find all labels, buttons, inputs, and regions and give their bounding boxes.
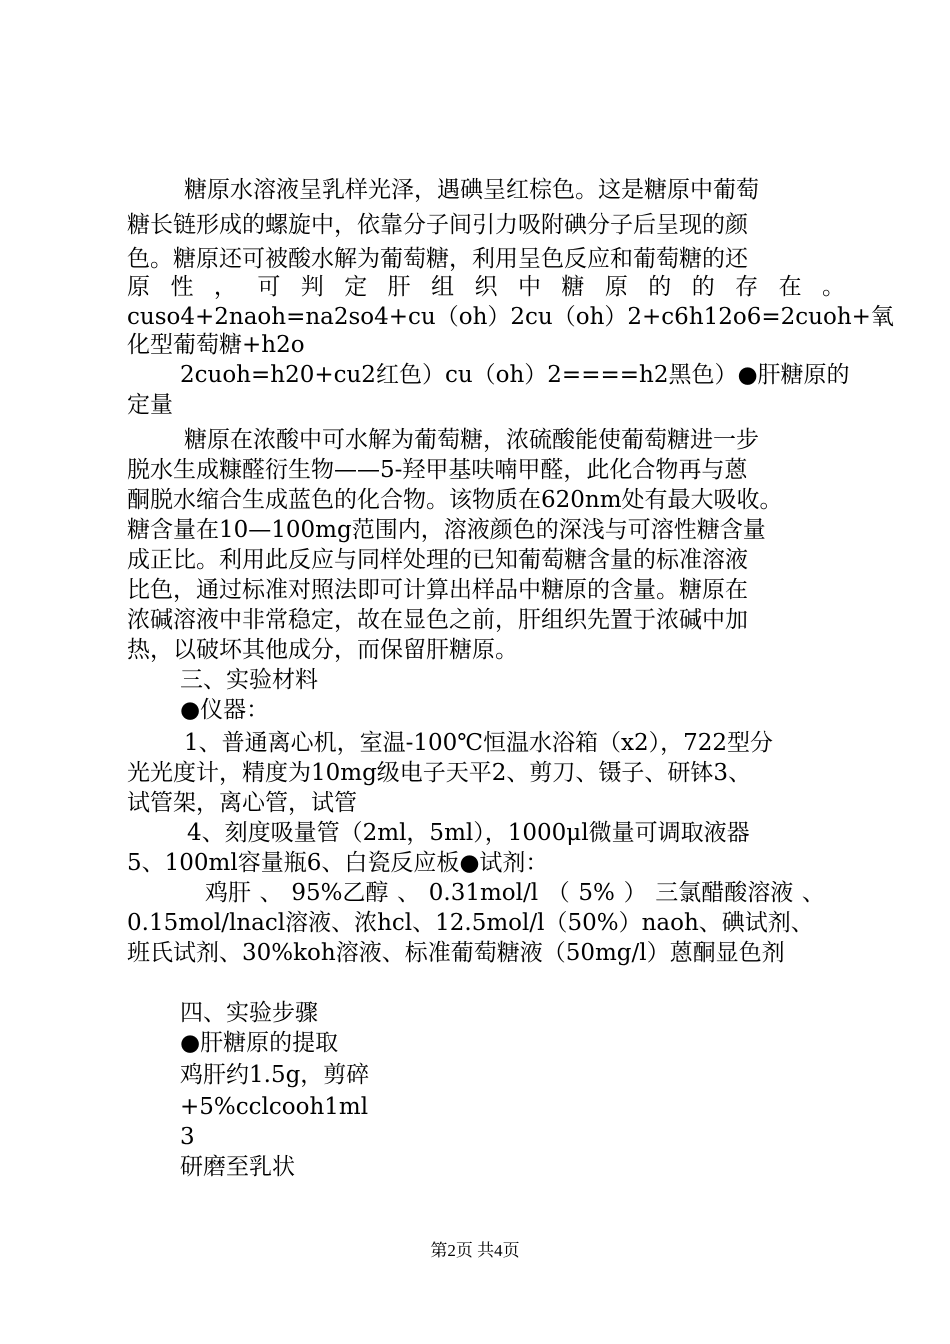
- subsection-heading: ●仪器：: [180, 697, 270, 723]
- paragraph-line: 化型葡萄糖+h2o: [127, 332, 305, 358]
- justified-text-segment: 存: [735, 274, 759, 300]
- paragraph-line: 浓碱溶液中非常稳定，故在显色之前，肝组织先置于浓碱中加: [127, 607, 748, 633]
- step-line: 3: [180, 1124, 195, 1150]
- justified-text-segment: 、: [397, 880, 421, 906]
- justified-text-segment: 在: [778, 274, 802, 300]
- justified-text-segment: 肝: [387, 274, 411, 300]
- paragraph-line: 脱水生成糠醛衍生物——5-羟甲基呋喃甲醛，此化合物再与蒽: [127, 457, 748, 483]
- justified-text-segment: 中: [517, 274, 541, 300]
- paragraph-line: 1、普通离心机，室温-100℃恒温水浴箱（x2），722型分: [184, 730, 774, 756]
- step-line: 研磨至乳状: [180, 1154, 295, 1180]
- paragraph-line: 光光度计，精度为10mg级电子天平2、剪刀、镊子、研钵3、: [127, 760, 752, 786]
- step-line: 鸡肝约1.5g，剪碎: [180, 1062, 370, 1088]
- justified-text-segment: 0.31mol/l: [428, 880, 539, 906]
- justified-text-segment: 5%: [578, 880, 615, 906]
- justified-text-segment: 的: [648, 274, 672, 300]
- justified-text-segment: 、: [801, 880, 825, 906]
- paragraph-line: 热，以破坏其他成分，而保留肝糖原。: [127, 637, 518, 663]
- paragraph-line: 试管架，离心管，试管: [127, 790, 357, 816]
- justified-text-segment: 定: [344, 274, 368, 300]
- justified-line: [205, 878, 825, 908]
- subsection-heading: ●肝糖原的提取: [180, 1030, 339, 1056]
- section-heading: 四、实验步骤: [180, 1000, 318, 1026]
- paragraph-line: cuso4+2naoh=na2so4+cu（oh）2cu（oh）2+c6h12o6=2cuoh+氧: [127, 304, 894, 330]
- justified-text-segment: 、: [259, 880, 283, 906]
- justified-text-segment: 组: [431, 274, 455, 300]
- justified-line: [127, 272, 845, 302]
- paragraph-line: 糖原在浓酸中可水解为葡萄糖，浓硫酸能使葡萄糖进一步: [184, 427, 759, 453]
- paragraph-line: 班氏试剂、30%koh溶液、标准葡萄糖液（50mg/l）蒽酮显色剂: [127, 940, 785, 966]
- justified-text-segment: 原: [604, 274, 628, 300]
- justified-text-segment: 性: [170, 274, 194, 300]
- paragraph-line: 2cuoh=h20+cu2红色）cu（oh）2====h2黑色）●肝糖原的: [180, 362, 850, 388]
- paragraph-line: 色。糖原还可被酸水解为葡萄糖，利用呈色反应和葡萄糖的还: [127, 246, 748, 272]
- paragraph-line: 5、100ml容量瓶6、白瓷反应板●试剂：: [127, 850, 549, 876]
- paragraph-line: 糖长链形成的螺旋中，依靠分子间引力吸附碘分子后呈现的颜: [127, 212, 748, 238]
- justified-text-segment: 织: [474, 274, 498, 300]
- page-footer: 第2页 共4页: [430, 1241, 520, 1260]
- justified-text-segment: （: [546, 880, 570, 906]
- justified-text-segment: 95%乙醇: [291, 880, 389, 906]
- paragraph-line: 0.15mol/lnacl溶液、浓hcl、12.5mol/l（50%）naoh、碘试剂、: [127, 910, 814, 936]
- justified-text-segment: 原: [127, 274, 150, 300]
- justified-text-segment: ）: [623, 880, 647, 906]
- paragraph-line: 4、刻度吸量管（2ml，5ml），1000μl微量可调取液器: [187, 820, 750, 846]
- justified-text-segment: 的: [691, 274, 715, 300]
- section-heading: 三、实验材料: [180, 667, 318, 693]
- paragraph-line: 比色，通过标准对照法即可计算出样品中糖原的含量。糖原在: [127, 577, 748, 603]
- step-line: +5%cclcooh1ml: [180, 1094, 369, 1120]
- paragraph-line: 酮脱水缩合生成蓝色的化合物。该物质在620nm处有最大吸收。: [127, 487, 783, 513]
- justified-text-segment: 判: [300, 274, 324, 300]
- paragraph-line: 成正比。利用此反应与同样处理的已知葡萄糖含量的标准溶液: [127, 547, 748, 573]
- justified-text-segment: 鸡肝: [205, 880, 251, 906]
- justified-text-segment: 糖: [561, 274, 585, 300]
- paragraph-line: 糖含量在10—100mg范围内，溶液颜色的深浅与可溶性糖含量: [127, 517, 766, 543]
- justified-text-segment: 三氯醋酸溶液: [655, 880, 794, 906]
- paragraph-line: 定量: [127, 392, 173, 418]
- justified-text-segment: ，: [213, 274, 237, 300]
- justified-text-segment: 。: [822, 274, 845, 300]
- paragraph-line: 糖原水溶液呈乳样光泽，遇碘呈红棕色。这是糖原中葡萄: [184, 177, 759, 203]
- justified-text-segment: 可: [257, 274, 281, 300]
